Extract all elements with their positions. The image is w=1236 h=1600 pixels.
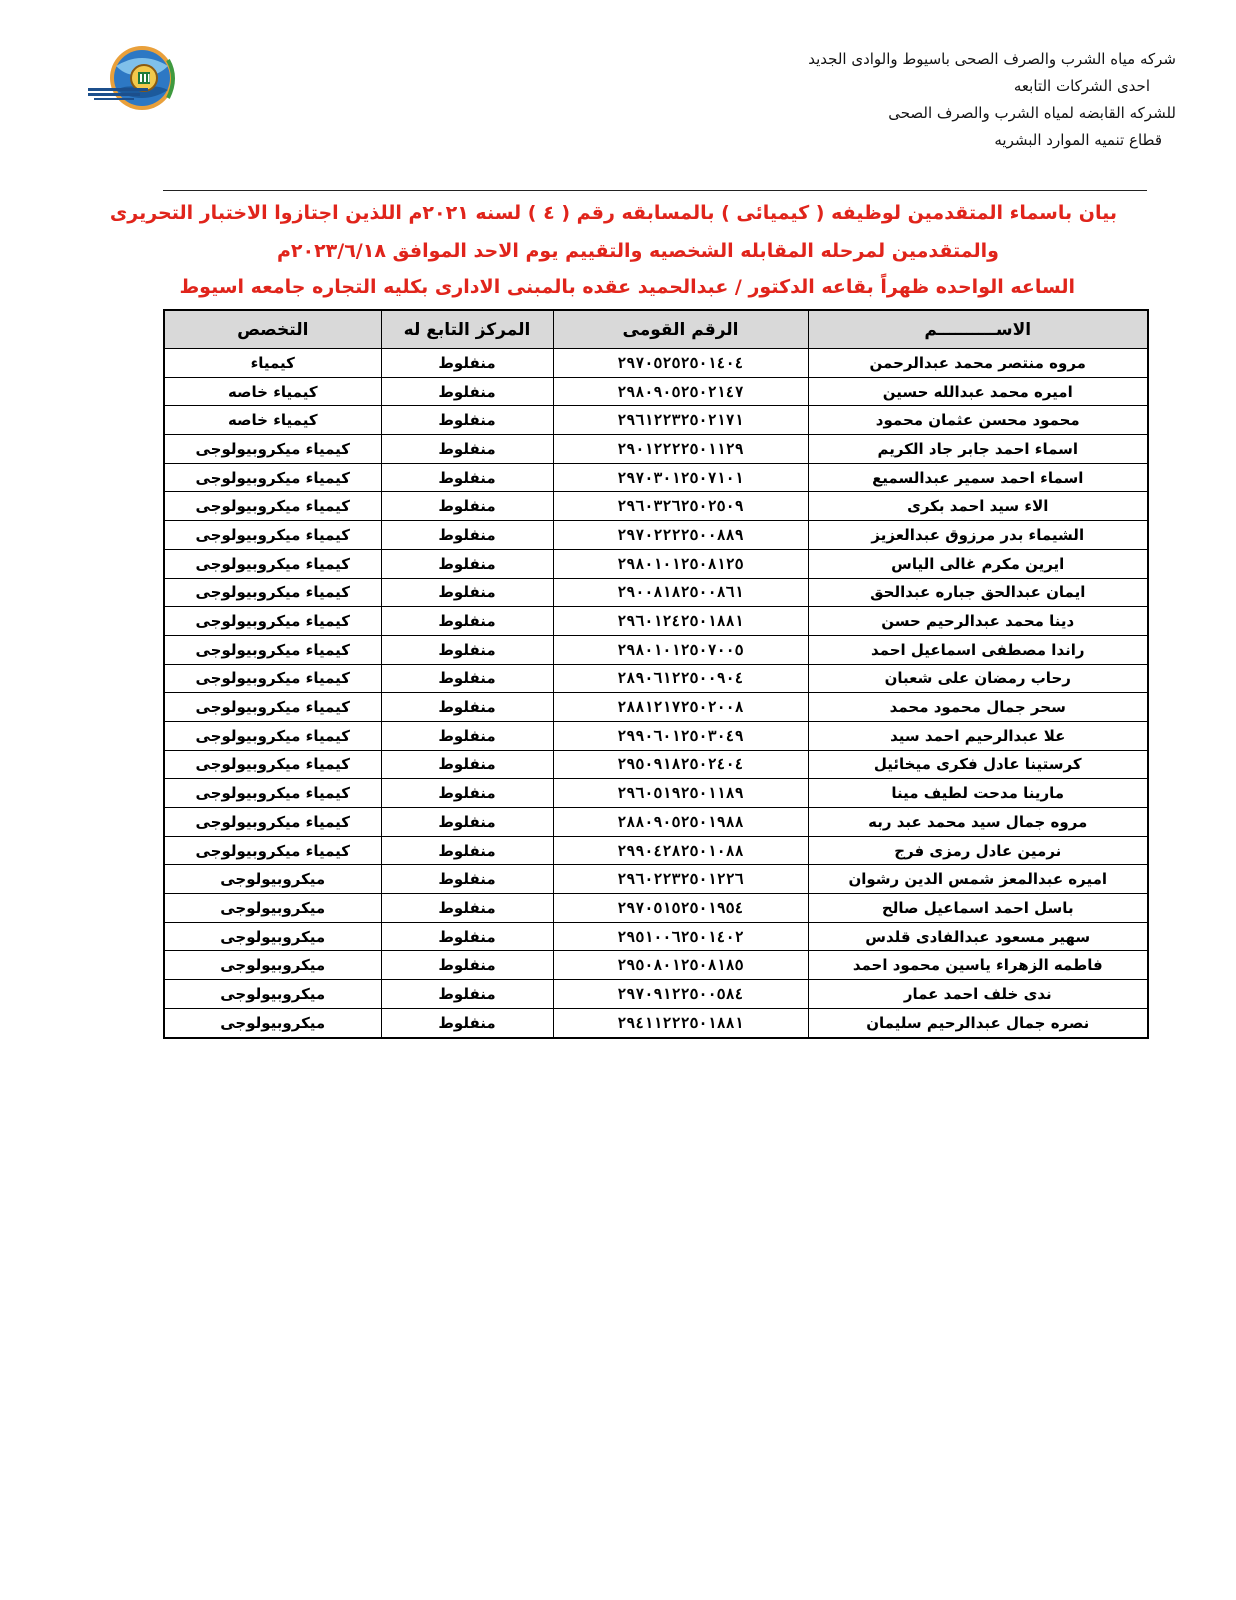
national-id: ٢٨٨٠٩٠٥٢٥٠١٩٨٨: [553, 808, 808, 837]
applicant-name: سهير مسعود عبدالفادى قلدس: [808, 922, 1148, 951]
center-name: منفلوط: [381, 521, 553, 550]
organization-header: [756, 46, 1176, 154]
specialization: كيمياء ميكروبيولوجى: [164, 693, 381, 722]
header-name: الاســــــــــم: [808, 310, 1148, 349]
table-row: [164, 435, 1148, 464]
center-name: منفلوط: [381, 377, 553, 406]
table-row: [164, 980, 1148, 1009]
center-name: منفلوط: [381, 922, 553, 951]
table-row: [164, 836, 1148, 865]
specialization: ميكروبيولوجى: [164, 865, 381, 894]
applicant-name: علا عبدالرحيم احمد سيد: [808, 721, 1148, 750]
org-affiliation-line: احدى الشركات التابعه: [1013, 77, 1150, 95]
center-name: منفلوط: [381, 779, 553, 808]
national-id: ٢٩٨٠١٠١٢٥٠٧٠٠٥: [553, 635, 808, 664]
title-line-2: والمتقدمين لمرحله المقابله الشخصيه والتقييم يوم الاحد الموافق ٢٠٢٣/٦/١٨م: [276, 240, 999, 262]
national-id: ٢٩٧٠٥٢٥٢٥٠١٤٠٤: [553, 349, 808, 378]
specialization: كيمياء ميكروبيولوجى: [164, 521, 381, 550]
specialization: ميكروبيولوجى: [164, 894, 381, 923]
national-id: ٢٩٩٠٦٠١٢٥٠٣٠٤٩: [553, 721, 808, 750]
national-id: ٢٩٥٠٨٠١٢٥٠٨١٨٥: [553, 951, 808, 980]
national-id: ٢٩٦٠١٢٤٢٥٠١٨٨١: [553, 607, 808, 636]
center-name: منفلوط: [381, 836, 553, 865]
national-id: ٢٩٦١٢٢٣٢٥٠٢١٧١: [553, 406, 808, 435]
applicant-name: دينا محمد عبدالرحيم حسن: [808, 607, 1148, 636]
specialization: كيمياء ميكروبيولوجى: [164, 664, 381, 693]
company-logo-icon: [86, 44, 182, 116]
center-name: منفلوط: [381, 463, 553, 492]
national-id: ٢٩٨٠٩٠٥٢٥٠٢١٤٧: [553, 377, 808, 406]
applicant-name: ايمان عبدالحق جباره عبدالحق: [808, 578, 1148, 607]
applicant-name: نرمين عادل رمزى فرج: [808, 836, 1148, 865]
header-specialization: التخصص: [164, 310, 381, 349]
table-row: [164, 693, 1148, 722]
table-row: [164, 1008, 1148, 1037]
center-name: منفلوط: [381, 406, 553, 435]
national-id: ٢٩٧٠٣٠١٢٥٠٧١٠١: [553, 463, 808, 492]
center-name: منفلوط: [381, 435, 553, 464]
national-id: ٢٩٨٠١٠١٢٥٠٨١٢٥: [553, 549, 808, 578]
specialization: ميكروبيولوجى: [164, 922, 381, 951]
specialization: كيمياء ميكروبيولوجى: [164, 635, 381, 664]
department-line: قطاع تنميه الموارد البشريه: [994, 131, 1162, 149]
specialization: كيمياء ميكروبيولوجى: [164, 750, 381, 779]
table-row: [164, 349, 1148, 378]
applicant-name: محمود محسن عثمان محمود: [808, 406, 1148, 435]
center-name: منفلوط: [381, 607, 553, 636]
applicant-name: مروه جمال سيد محمد عبد ربه: [808, 808, 1148, 837]
applicant-name: اميره عبدالمعز شمس الدين رشوان: [808, 865, 1148, 894]
org-name-line: شركه مياه الشرب والصرف الصحى باسيوط والوادى الجديد: [808, 50, 1176, 68]
national-id: ٢٩٥٠٩١٨٢٥٠٢٤٠٤: [553, 750, 808, 779]
applicant-name: اميره محمد عبدالله حسين: [808, 377, 1148, 406]
table-row: [164, 406, 1148, 435]
applicant-name: سحر جمال محمود محمد: [808, 693, 1148, 722]
title-line-3: الساعه الواحده ظهراً بقاعه الدكتور / عبدالحميد عقده بالمبنى الادارى بكليه التجاره جامعه اسيوط: [179, 276, 1075, 298]
table-row: [164, 549, 1148, 578]
center-name: منفلوط: [381, 750, 553, 779]
specialization: كيمياء ميكروبيولوجى: [164, 779, 381, 808]
specialization: كيمياء ميكروبيولوجى: [164, 492, 381, 521]
national-id: ٢٩٧٠٢٢٢٢٥٠٠٨٨٩: [553, 521, 808, 550]
table-row: [164, 951, 1148, 980]
header-national-id: الرقم القومى: [553, 310, 808, 349]
applicant-name: كرستينا عادل فكرى ميخائيل: [808, 750, 1148, 779]
table-row: [164, 521, 1148, 550]
specialization: ميكروبيولوجى: [164, 980, 381, 1009]
table-row: [164, 664, 1148, 693]
applicant-name: الشيماء بدر مرزوق عبدالعزيز: [808, 521, 1148, 550]
national-id: ٢٩٤١١٢٢٢٥٠١٨٨١: [553, 1008, 808, 1037]
specialization: كيمياء خاصه: [164, 406, 381, 435]
applicant-name: فاطمه الزهراء ياسين محمود احمد: [808, 951, 1148, 980]
specialization: ميكروبيولوجى: [164, 951, 381, 980]
specialization: كيمياء ميكروبيولوجى: [164, 435, 381, 464]
national-id: ٢٨٩٠٦١٢٢٥٠٠٩٠٤: [553, 664, 808, 693]
table-row: [164, 635, 1148, 664]
specialization: كيمياء ميكروبيولوجى: [164, 578, 381, 607]
table-row: [164, 463, 1148, 492]
applicant-name: نصره جمال عبدالرحيم سليمان: [808, 1008, 1148, 1037]
holding-company-line: للشركه القابضه لمياه الشرب والصرف الصحى: [888, 104, 1176, 122]
table-body: [164, 349, 1148, 1038]
center-name: منفلوط: [381, 693, 553, 722]
applicant-name: رحاب رمضان على شعبان: [808, 664, 1148, 693]
center-name: منفلوط: [381, 894, 553, 923]
center-name: منفلوط: [381, 980, 553, 1009]
title-line-1: بيان باسماء المتقدمين لوظيفه ( كيميائى ) بالمسابقه رقم ( ٤ ) لسنه ٢٠٢١م اللذين اجتازوا الاختبار التحريرى: [109, 202, 1117, 224]
specialization: كيمياء ميكروبيولوجى: [164, 549, 381, 578]
applicant-name: الاء سيد احمد بكرى: [808, 492, 1148, 521]
specialization: كيمياء ميكروبيولوجى: [164, 607, 381, 636]
national-id: ٢٩٩٠٤٢٨٢٥٠١٠٨٨: [553, 836, 808, 865]
center-name: منفلوط: [381, 492, 553, 521]
national-id: ٢٩٦٠٥١٩٢٥٠١١٨٩: [553, 779, 808, 808]
applicant-name: اسماء احمد جابر جاد الكريم: [808, 435, 1148, 464]
applicant-name: مروه منتصر محمد عبدالرحمن: [808, 349, 1148, 378]
table-row: [164, 492, 1148, 521]
table-row: [164, 865, 1148, 894]
center-name: منفلوط: [381, 549, 553, 578]
specialization: كيمياء ميكروبيولوجى: [164, 808, 381, 837]
applicant-name: مارينا مدحت لطيف مينا: [808, 779, 1148, 808]
table-row: [164, 894, 1148, 923]
table-row: [164, 779, 1148, 808]
center-name: منفلوط: [381, 808, 553, 837]
specialization: ميكروبيولوجى: [164, 1008, 381, 1037]
specialization: كيمياء ميكروبيولوجى: [164, 836, 381, 865]
center-name: منفلوط: [381, 578, 553, 607]
national-id: ٢٩٧٠٩١٢٢٥٠٠٥٨٤: [553, 980, 808, 1009]
applicant-name: راندا مصطفى اسماعيل احمد: [808, 635, 1148, 664]
specialization: كيمياء ميكروبيولوجى: [164, 463, 381, 492]
applicant-name: ايرين مكرم غالى الياس: [808, 549, 1148, 578]
applicant-name: ندى خلف احمد عمار: [808, 980, 1148, 1009]
center-name: منفلوط: [381, 349, 553, 378]
center-name: منفلوط: [381, 664, 553, 693]
applicant-name: اسماء احمد سمير عبدالسميع: [808, 463, 1148, 492]
applicants-table: [163, 309, 1149, 1039]
center-name: منفلوط: [381, 1008, 553, 1037]
center-name: منفلوط: [381, 635, 553, 664]
national-id: ٢٩٦٠٢٢٣٢٥٠١٢٢٦: [553, 865, 808, 894]
center-name: منفلوط: [381, 721, 553, 750]
national-id: ٢٩٠٠٨١٨٢٥٠٠٨٦١: [553, 578, 808, 607]
national-id: ٢٩٠١٢٢٢٢٥٠١١٢٩: [553, 435, 808, 464]
table-row: [164, 922, 1148, 951]
specialization: كيمياء ميكروبيولوجى: [164, 721, 381, 750]
specialization: كيمياء: [164, 349, 381, 378]
table-row: [164, 750, 1148, 779]
header-center: المركز التابع له: [381, 310, 553, 349]
national-id: ٢٩٧٠٥١٥٢٥٠١٩٥٤: [553, 894, 808, 923]
table-row: [164, 578, 1148, 607]
table-row: [164, 377, 1148, 406]
table-row: [164, 808, 1148, 837]
center-name: منفلوط: [381, 865, 553, 894]
header-divider: [163, 190, 1147, 191]
applicant-name: باسل احمد اسماعيل صالح: [808, 894, 1148, 923]
national-id: ٢٩٦٠٣٢٦٢٥٠٢٥٠٩: [553, 492, 808, 521]
national-id: ٢٩٥١٠٠٦٢٥٠١٤٠٢: [553, 922, 808, 951]
table-row: [164, 607, 1148, 636]
specialization: كيمياء خاصه: [164, 377, 381, 406]
national-id: ٢٨٨١٢١٧٢٥٠٢٠٠٨: [553, 693, 808, 722]
center-name: منفلوط: [381, 951, 553, 980]
table-row: [164, 721, 1148, 750]
table-header-row: [164, 310, 1148, 349]
